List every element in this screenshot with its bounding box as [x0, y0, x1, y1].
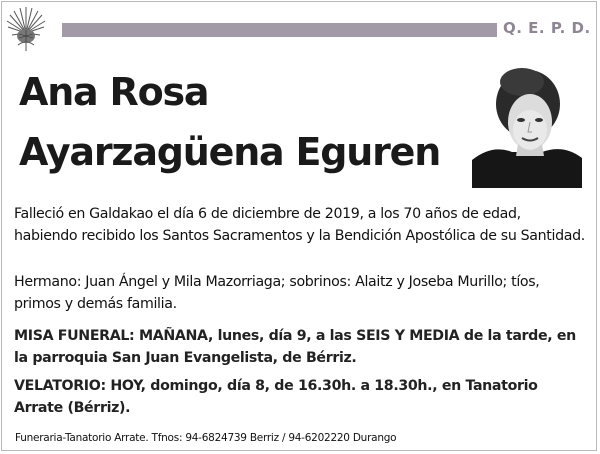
- family-paragraph: Hermano: Juan Ángel y Mila Mazorriaga; sobrinos: Alaitz y Joseba Murillo; tíos, primos y demás familia.: [14, 274, 540, 312]
- portrait-photo: [472, 60, 582, 188]
- death-notice-paragraph: Falleció en Galdakao el día 6 de diciembre de 2019, a los 70 años de edad, habiendo recibido los Santos Sacramentos y la Bendición Apostólica de su Santidad.: [14, 206, 585, 244]
- wake-paragraph: VELATORIO: HOY, domingo, día 8, de 16.30h. a 18.30h., en Tanatorio Arrate (Bérriz).: [14, 378, 538, 416]
- deceased-name-line-1: Ana Rosa: [19, 70, 209, 114]
- funeral-home-contact: Funeraria-Tanatorio Arrate. Tfnos: 94-6824739 Berriz / 94-6202220 Durango: [15, 432, 397, 444]
- thistle-flower-icon: [4, 5, 48, 53]
- deceased-name-line-2: Ayarzagüena Eguren: [19, 130, 441, 174]
- header-bar: [62, 23, 497, 37]
- qepd-label: Q. E. P. D.: [503, 19, 591, 37]
- funeral-mass-paragraph: MISA FUNERAL: MAÑANA, lunes, día 9, a las SEIS Y MEDIA de la tarde, en la parroquia San Juan Evangelista, de Bérriz.: [14, 328, 576, 366]
